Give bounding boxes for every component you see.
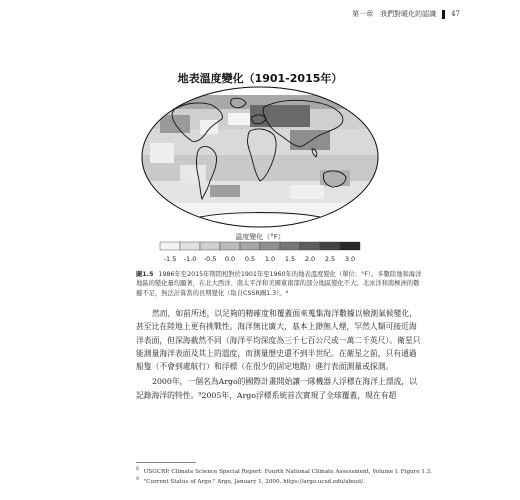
temperature-color-scale	[150, 240, 370, 266]
caption-label: 圖1.5	[136, 271, 154, 278]
world-temperature-map	[140, 85, 380, 230]
scale-swatch	[200, 242, 220, 250]
scale-swatch	[280, 242, 300, 250]
scale-title: 溫度變化（°F）	[235, 233, 285, 241]
scale-swatch	[340, 242, 360, 250]
scale-swatch	[240, 242, 260, 250]
page-number: 47	[451, 10, 460, 18]
scale-swatch	[220, 242, 240, 250]
scale-tick-label: 0.5	[244, 255, 256, 263]
footnote	[136, 476, 436, 486]
scale-tick-label: 1.0	[264, 255, 276, 263]
footnote-text: USGCRP. Climate Science Special Report: Fourth National Climate Assessment, Volume I. Figure 1.3.	[143, 468, 433, 475]
footnote-number: 9	[136, 477, 139, 483]
paragraph: 然而，如前所述，以足夠的精確度和覆蓋面來蒐集海洋數據以檢測氣候變化，甚至比在陸地上更有挑戰性。海洋無比廣大，基本上渺無人煙，罕然人類可接近海洋表面，但深海截然不同（海洋平均深度為三千七百公尺或一萬二千英尺）。衛星只能測量海洋表面及其上的溫度，而測量歷史還不到半世紀。在衛星之前，只有通過船隻（不會到處航行）和浮標（在很少的固定地點）進行表面測量或探測。	[136, 309, 421, 372]
chapter-title: 第一章 我們對暖化的認識	[352, 10, 437, 18]
scale-swatch	[260, 242, 280, 250]
world-map-figure	[140, 85, 380, 230]
scale-tick-label: -1.5	[163, 255, 177, 263]
scale-swatch	[300, 242, 320, 250]
figure-title: 地表溫度變化（1901-2015年）	[177, 72, 343, 85]
footnote-text: "Current Status of Argo." Argo, January 1, 2000. https://argo.ucsd.edu/about/.	[143, 479, 366, 486]
scale-tick-label: 0.0	[224, 255, 236, 263]
footnote-number: 8	[136, 467, 139, 472]
scale-swatch	[320, 242, 340, 250]
scale-bar	[150, 240, 370, 266]
footnote-rule	[136, 462, 196, 463]
scale-swatch	[160, 242, 180, 250]
body-text	[136, 307, 422, 402]
caption-text: 1986年至2015年期間相對於1901年至1960年的地表溫度變化（單位：°F）。多數陸地和海洋地區的變化量均顯著，在北大西洋、南太平洋和美國東南部的部分地區變化不大。北冰洋和南極洲的數據不足，無法計算當的長期變化（取自CSSR圖1.3）。⁸	[136, 271, 422, 297]
header-bar	[442, 10, 445, 19]
scale-tick-label: -1.0	[183, 255, 197, 263]
temperature-field	[140, 85, 380, 230]
running-header	[352, 9, 460, 19]
footnote	[136, 466, 436, 476]
figure-caption	[136, 270, 422, 298]
scale-swatch	[180, 242, 200, 250]
scale-tick-label: 3.0	[344, 255, 356, 263]
footnotes	[136, 466, 436, 487]
scale-tick-label: -0.5	[203, 255, 217, 263]
scale-tick-label: 2.0	[304, 255, 316, 263]
paragraph: 2000年，一個名為Argo的國際計畫開始讓一隊機器人浮標在海洋上漂流，以記錄海洋的特性。⁹2005年，Argo浮標系統首次實現了全球覆蓋，現在有超	[136, 377, 417, 400]
scale-tick-label: 2.5	[324, 255, 336, 263]
scale-tick-label: 1.5	[284, 255, 296, 263]
